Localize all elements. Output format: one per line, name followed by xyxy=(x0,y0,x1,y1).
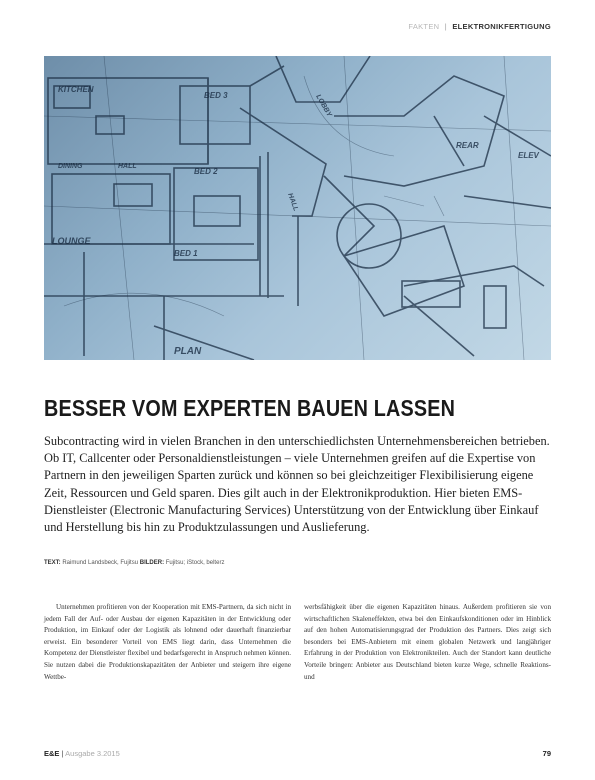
room-label-plan: PLAN xyxy=(174,346,202,357)
room-label-bed2: BED 2 xyxy=(194,167,218,176)
body-column-right xyxy=(304,602,551,683)
section-separator: | xyxy=(444,22,447,31)
blueprint-hero-image xyxy=(44,56,551,360)
credits-images-value: Fujitsu; iStock, belterz xyxy=(165,560,225,566)
article-credits xyxy=(44,560,224,566)
footer-magazine: E&E xyxy=(44,749,60,758)
room-label-bed3: BED 3 xyxy=(204,91,228,100)
room-label-lobby: LOBBY xyxy=(314,93,333,119)
article-lead: Subcontracting wird in vielen Branchen in den unterschiedlichsten Unternehmensbereichen betrieben. Ob IT, Callcenter oder Personaldienstleistungen – viele Unternehmen greifen auf die Expertise von Partnern in den jeweiligen Sparten zurück und können so bei gleichzeitiger Flexibilisierung eigene Zeit, Ressourcen und Geld sparen. Dies gilt auch in der Elektronikproduktion. Hier bieten EMS-Dienstleister (Electronic Manufacturing Services) Unterstützung von der Entwicklung über Einkauf und Herstellung bis hin zu Produktzulassungen und Auslieferung. xyxy=(44,434,550,535)
footer-publication xyxy=(44,749,120,758)
room-label-bed1: BED 1 xyxy=(174,249,198,258)
room-label-hall-left: HALL xyxy=(118,163,137,170)
room-label-dining: DINING xyxy=(58,163,83,170)
credits-text-label: TEXT: xyxy=(44,560,61,566)
article-body xyxy=(44,602,551,683)
footer-issue: Ausgabe 3.2015 xyxy=(65,749,120,758)
article-headline: BESSER VOM EXPERTEN BAUEN LASSEN xyxy=(44,395,456,421)
room-label-elev: ELEV xyxy=(518,151,539,160)
room-label-hall-center: HALL xyxy=(286,192,300,213)
section-topic: ELEKTRONIKFERTIGUNG xyxy=(452,22,551,31)
body-paragraph-left: Unternehmen profitieren von der Kooperation mit EMS-Partnern, da sich nicht in jedem Fall der Auf- oder Ausbau der eigenen Kapazitäten in der Entwicklung oder Produktion, im Einkauf oder der Logistik als lohnend oder dauerhaft finanzierbar erweist. Ein besonderer Vorteil von EMS liegt darin, dass Unternehmen die Kompetenz der Dienstleister flexibel und bedarfsgerecht in Anspruch nehmen können. Sie nutzen dabei die Produktionskapazitäten der Anbieter und steigern ihre eigene Wettbe- xyxy=(44,603,291,681)
section-tag xyxy=(408,22,551,31)
credits-text-value: Raimund Landsbeck, Fujitsu xyxy=(62,560,139,566)
room-label-rear: REAR xyxy=(456,141,479,150)
blueprint-drawing xyxy=(44,56,551,360)
section-rubric: FAKTEN xyxy=(408,22,440,31)
room-label-kitchen: KITCHEN xyxy=(58,85,94,94)
room-label-lounge: LOUNGE xyxy=(52,236,91,246)
page-number: 79 xyxy=(542,749,551,758)
body-column-left xyxy=(44,602,291,683)
body-paragraph-right: werbsfähigkeit über die eigenen Kapazitäten hinaus. Außerdem profitieren sie von wirtschaftlichen Skaleneffekten, etwa bei den Einkaufskonditionen oder im Hinblick auf den hohen Automatisierungsgrad der Produktion des Partners. Dies zeigt sich besonders bei EMS-Anbietern mit einem globalen Netzwerk und langjähriger Erfahrung in der Produktion von Elektronikteilen. Auch der Standort kann deutliche Vorteile bringen: Anbieter aus Deutschland bieten kurze Wege, schnelle Reaktions- und xyxy=(304,603,551,681)
credits-images-label: BILDER: xyxy=(139,560,165,566)
footer-separator: | xyxy=(61,749,64,758)
